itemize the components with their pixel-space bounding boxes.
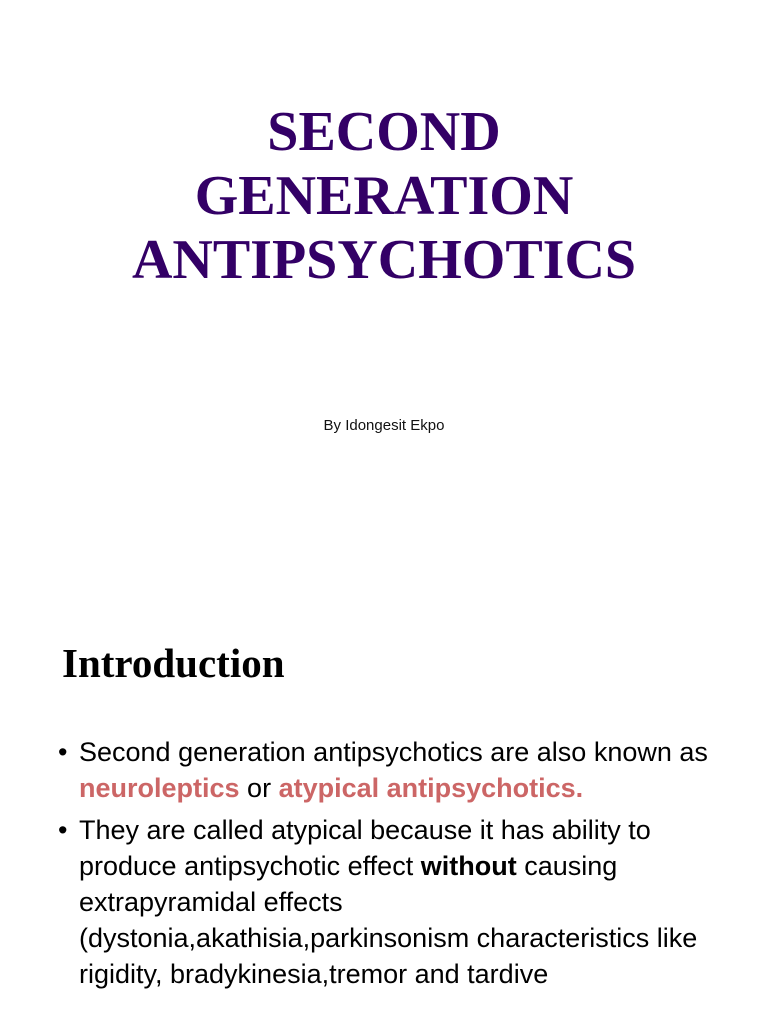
title-line-2: GENERATION bbox=[194, 165, 574, 227]
highlight-term: atypical antipsychotics. bbox=[278, 773, 584, 803]
slide-heading: Introduction bbox=[62, 640, 285, 686]
bullet-item bbox=[58, 734, 728, 806]
bullet-icon: • bbox=[58, 815, 68, 845]
bullet-icon: • bbox=[58, 737, 68, 767]
highlight-term: neuroleptics bbox=[79, 773, 240, 803]
bullet-text: causing extrapyramidal effects (dystonia,akathisia,parkinsonism characteristics like rigidity, bradykinesia,tremor and tardive bbox=[79, 851, 698, 989]
introduction-slide bbox=[0, 576, 768, 1024]
bullet-text: They are called atypical because it has ability to produce antipsychotic effect bbox=[79, 815, 651, 881]
presentation-title bbox=[0, 100, 768, 292]
bullet-list bbox=[58, 734, 728, 998]
title-line-1: SECOND bbox=[267, 101, 501, 163]
bullet-item bbox=[58, 812, 728, 992]
emphasis-term: without bbox=[420, 851, 517, 881]
author-byline: By Idongesit Ekpo bbox=[323, 417, 445, 434]
bullet-text: Second generation antipsychotics are also known as bbox=[79, 737, 708, 767]
title-line-3: ANTIPSYCHOTICS bbox=[131, 229, 637, 291]
bullet-text: or bbox=[239, 773, 279, 803]
